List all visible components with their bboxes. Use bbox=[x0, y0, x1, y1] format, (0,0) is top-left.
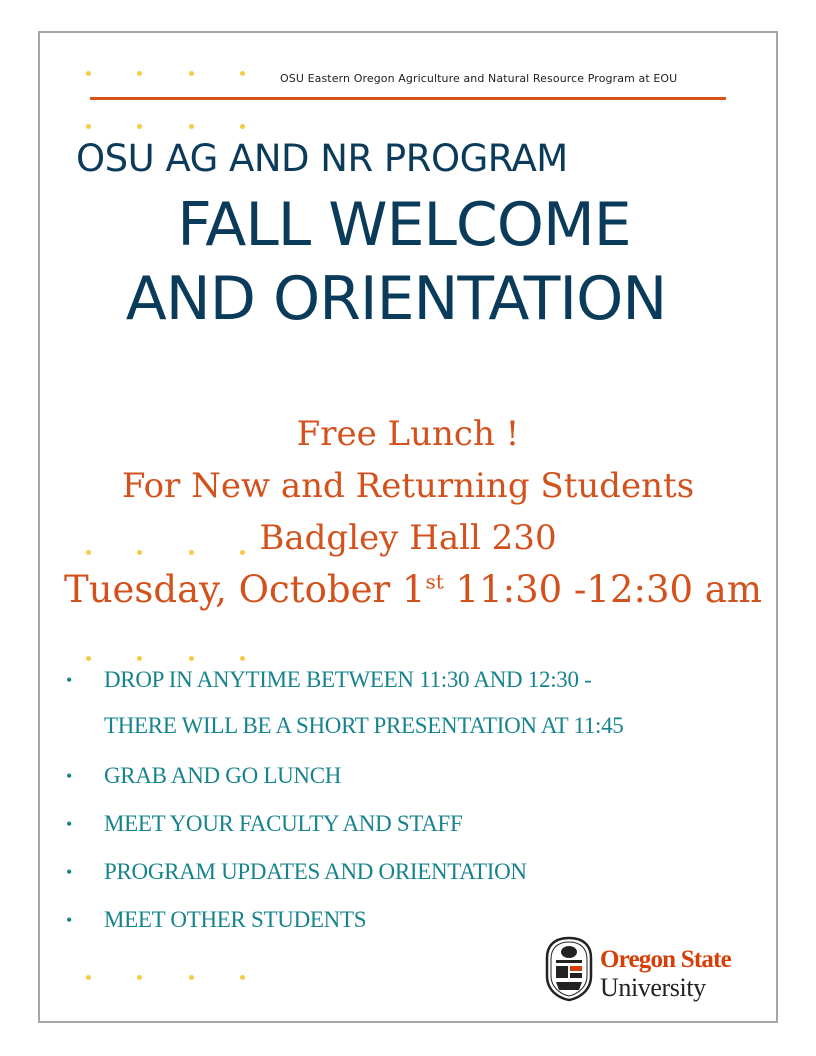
location-line: Badgley Hall 230 bbox=[259, 518, 557, 558]
bullet-text-continuation: THERE WILL BE A SHORT PRESENTATION AT 11:45 bbox=[104, 713, 624, 738]
bullet-icon: • bbox=[66, 814, 73, 834]
date-time-line bbox=[5, 568, 816, 611]
header-divider bbox=[90, 97, 726, 100]
bullet-icon: • bbox=[66, 910, 73, 930]
program-title: OSU AG AND NR PROGRAM bbox=[76, 137, 568, 180]
bullet-icon: • bbox=[66, 670, 73, 690]
audience-line: For New and Returning Students bbox=[121, 466, 695, 506]
bullet-icon: • bbox=[66, 862, 73, 882]
event-title-line2: AND ORIENTATION bbox=[125, 264, 667, 334]
bullet-text: MEET YOUR FACULTY AND STAFF bbox=[104, 811, 463, 836]
program-header: OSU Eastern Oregon Agriculture and Natural Resource Program at EOU bbox=[280, 72, 678, 85]
bullet-text: PROGRAM UPDATES AND ORIENTATION bbox=[104, 859, 527, 884]
logo-subtitle: University bbox=[600, 973, 706, 1002]
free-lunch-heading: Free Lunch ! bbox=[296, 414, 520, 454]
date-ordinal: st bbox=[425, 569, 444, 594]
bullet-text: DROP IN ANYTIME BETWEEN 11:30 AND 12:30 - bbox=[104, 667, 592, 692]
bullet-text: GRAB AND GO LUNCH bbox=[104, 763, 342, 788]
event-title-line1: FALL WELCOME bbox=[177, 190, 631, 260]
osu-beaver-seal-icon bbox=[544, 936, 594, 1002]
logo-wordmark: Oregon State bbox=[600, 946, 731, 973]
bullet-text: MEET OTHER STUDENTS bbox=[104, 907, 367, 932]
time-text: 11:30 -12:30 am bbox=[443, 568, 762, 611]
date-text: Tuesday, October 1 bbox=[64, 568, 426, 611]
bullet-icon: • bbox=[66, 766, 73, 786]
osu-logo bbox=[544, 936, 764, 1006]
